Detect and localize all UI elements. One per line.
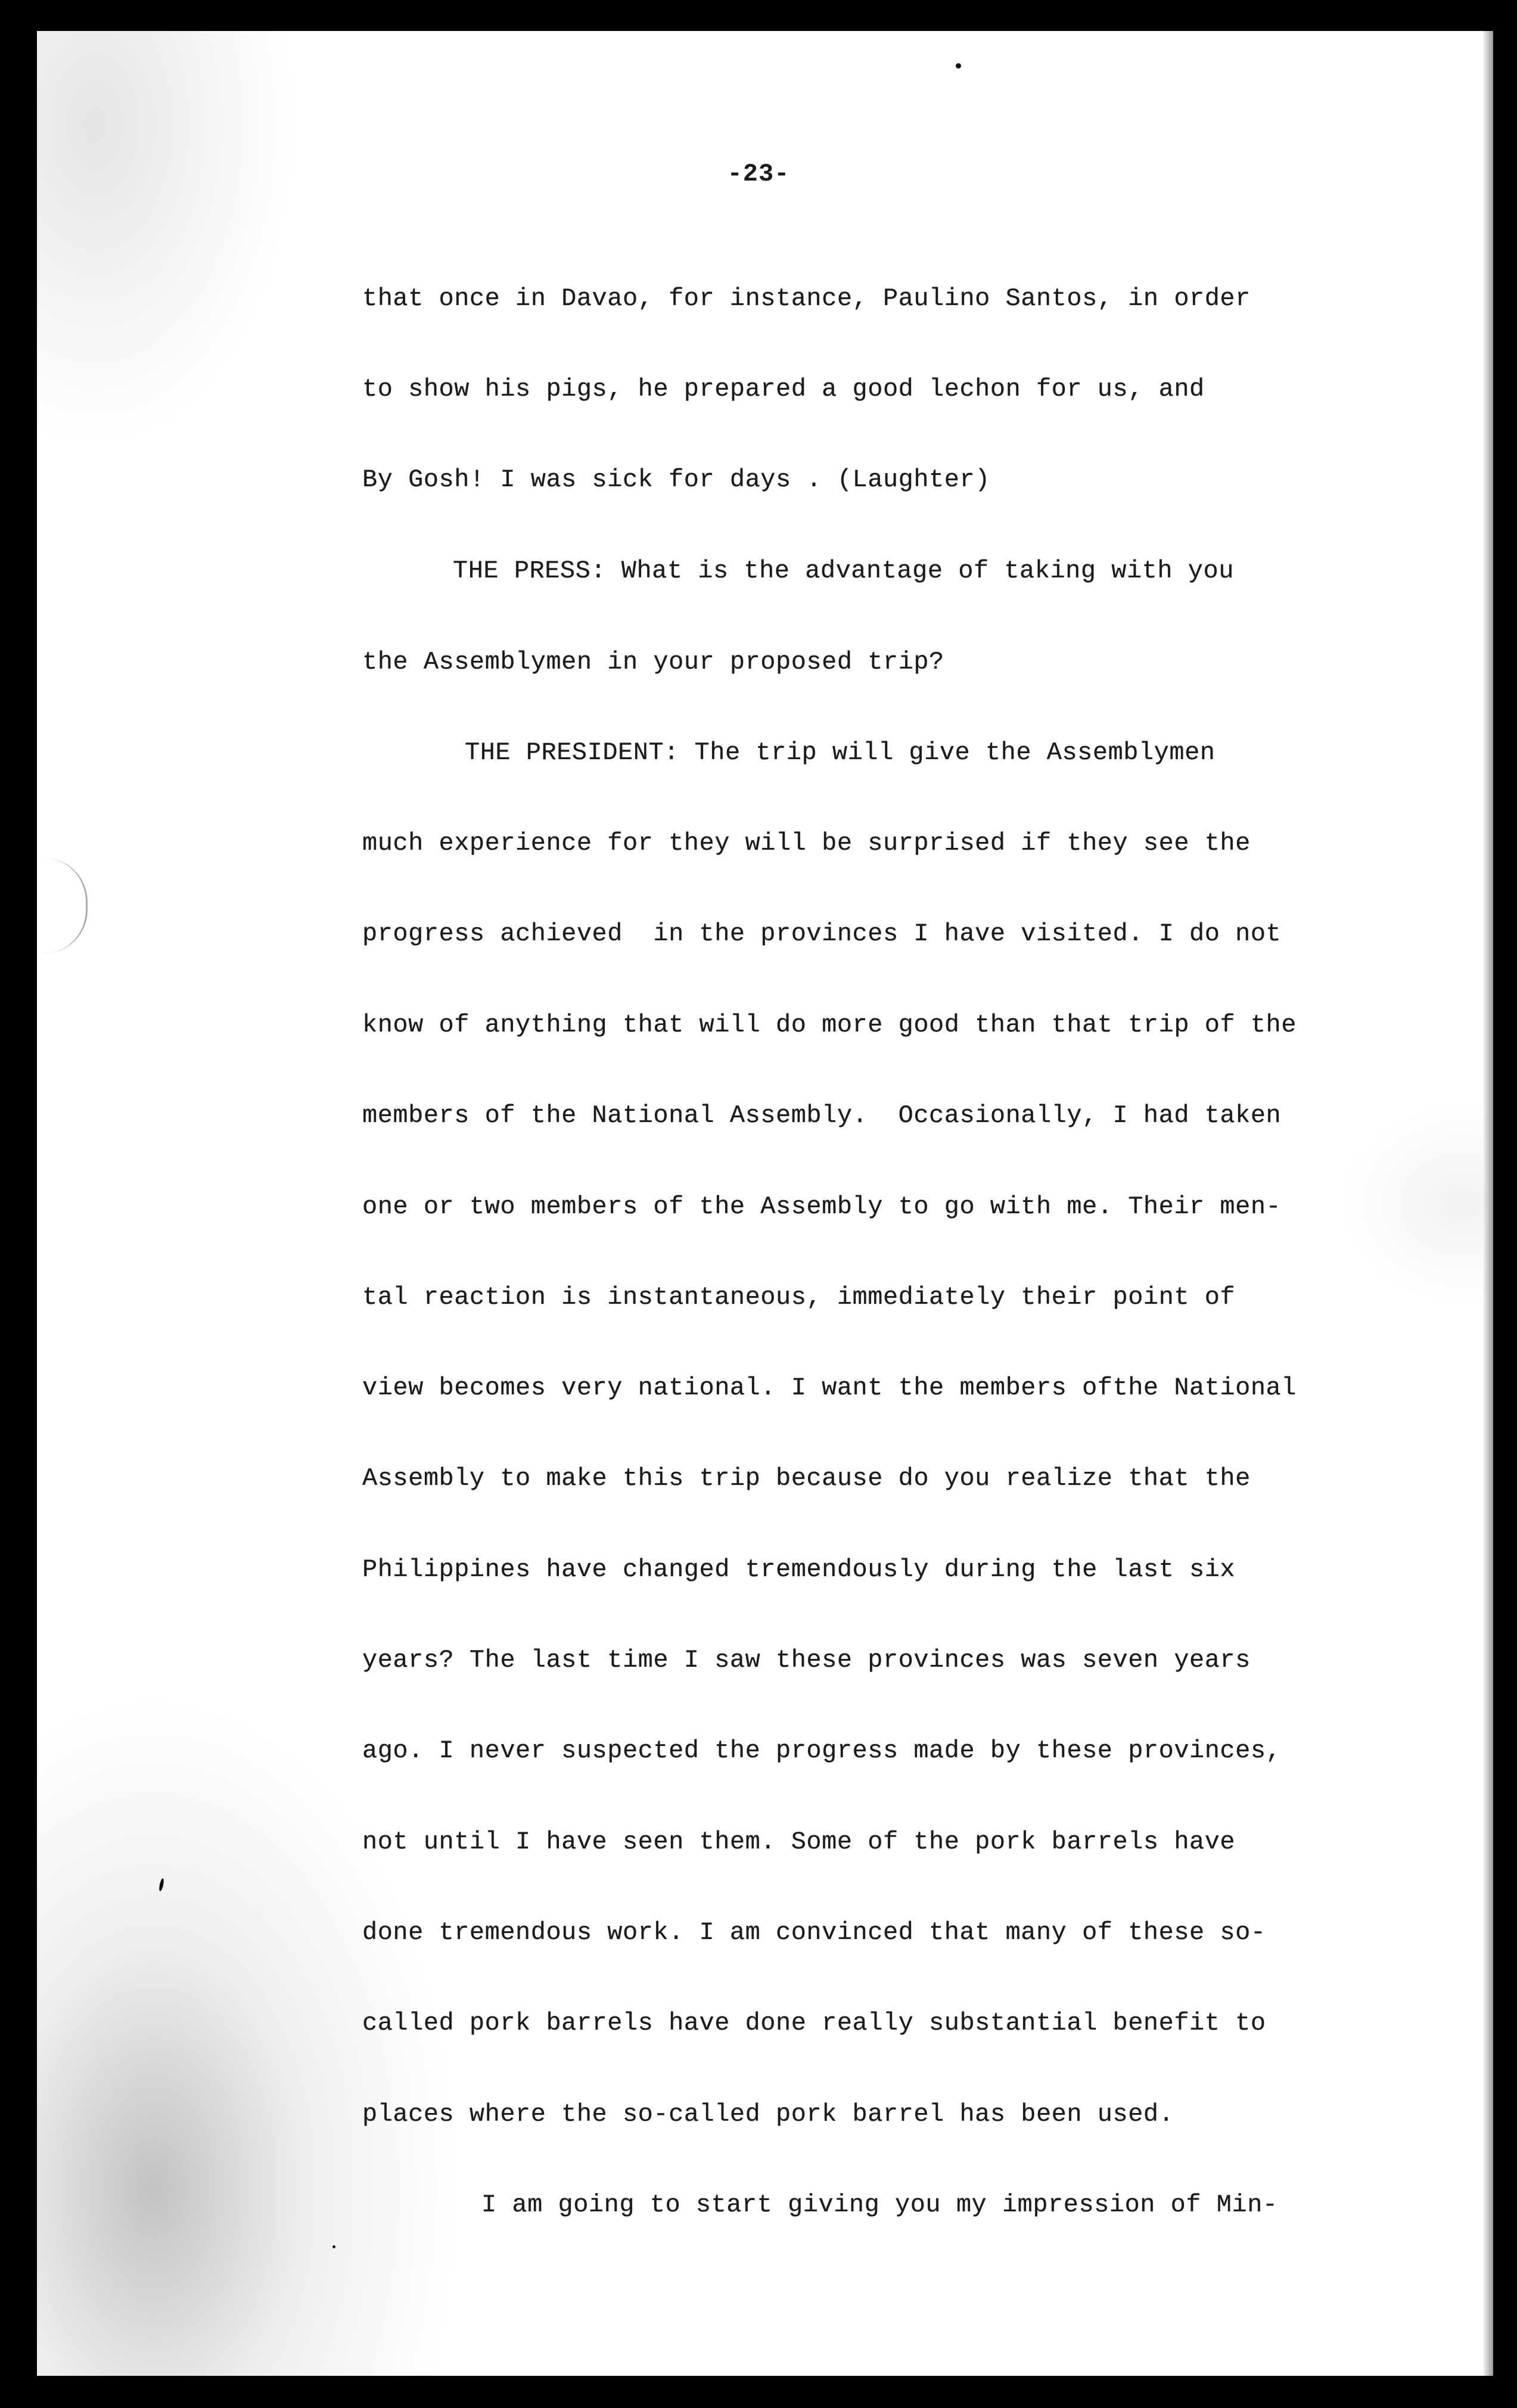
text-line: that once in Davao, for instance, Paulino Santos, in order [362,284,1251,313]
text-line: members of the National Assembly. Occasionally, I had taken [362,1101,1282,1130]
text-line: I am going to start giving you my impression of Min- [481,2190,1278,2219]
text-line: THE PRESIDENT: The trip will give the Assemblymen [465,738,1216,767]
text-line: THE PRESS: What is the advantage of taking with you [453,557,1234,585]
text-line: By Gosh! I was sick for days . (Laughter) [362,465,990,494]
text-line: to show his pigs, he prepared a good lechon for us, and [362,375,1205,403]
text-line: much experience for they will be surprised if they see the [362,829,1251,857]
text-line: years? The last time I saw these provinces was seven years [362,1646,1251,1674]
text-line: ago. I never suspected the progress made by these provinces, [362,1736,1282,1765]
ink-speck [332,2245,335,2248]
text-line: the Assemblymen in your proposed trip? [362,648,944,676]
text-line: know of anything that will do more good than that trip of the [362,1011,1297,1039]
text-line: places where the so-called pork barrel has been used. [362,2100,1174,2129]
text-line: Philippines have changed tremendously during the last six [362,1555,1236,1584]
text-line: progress achieved in the provinces I have visited. I do not [362,919,1282,948]
text-line: not until I have seen them. Some of the pork barrels have [362,1828,1236,1856]
text-line: done tremendous work. I am convinced that many of these so- [362,1918,1266,1947]
text-line: called pork barrels have done really substantial benefit to [362,2009,1266,2037]
page-edge-shadow [1484,31,1493,2376]
text-line: Assembly to make this trip because do you realize that the [362,1464,1251,1493]
page-number: -23- [727,160,790,188]
text-line: view becomes very national. I want the members ofthe National [362,1374,1297,1402]
ink-speck [956,63,961,69]
text-line: tal reaction is instantaneous, immediately their point of [362,1283,1236,1312]
text-line: one or two members of the Assembly to go with me. Their men- [362,1192,1282,1221]
